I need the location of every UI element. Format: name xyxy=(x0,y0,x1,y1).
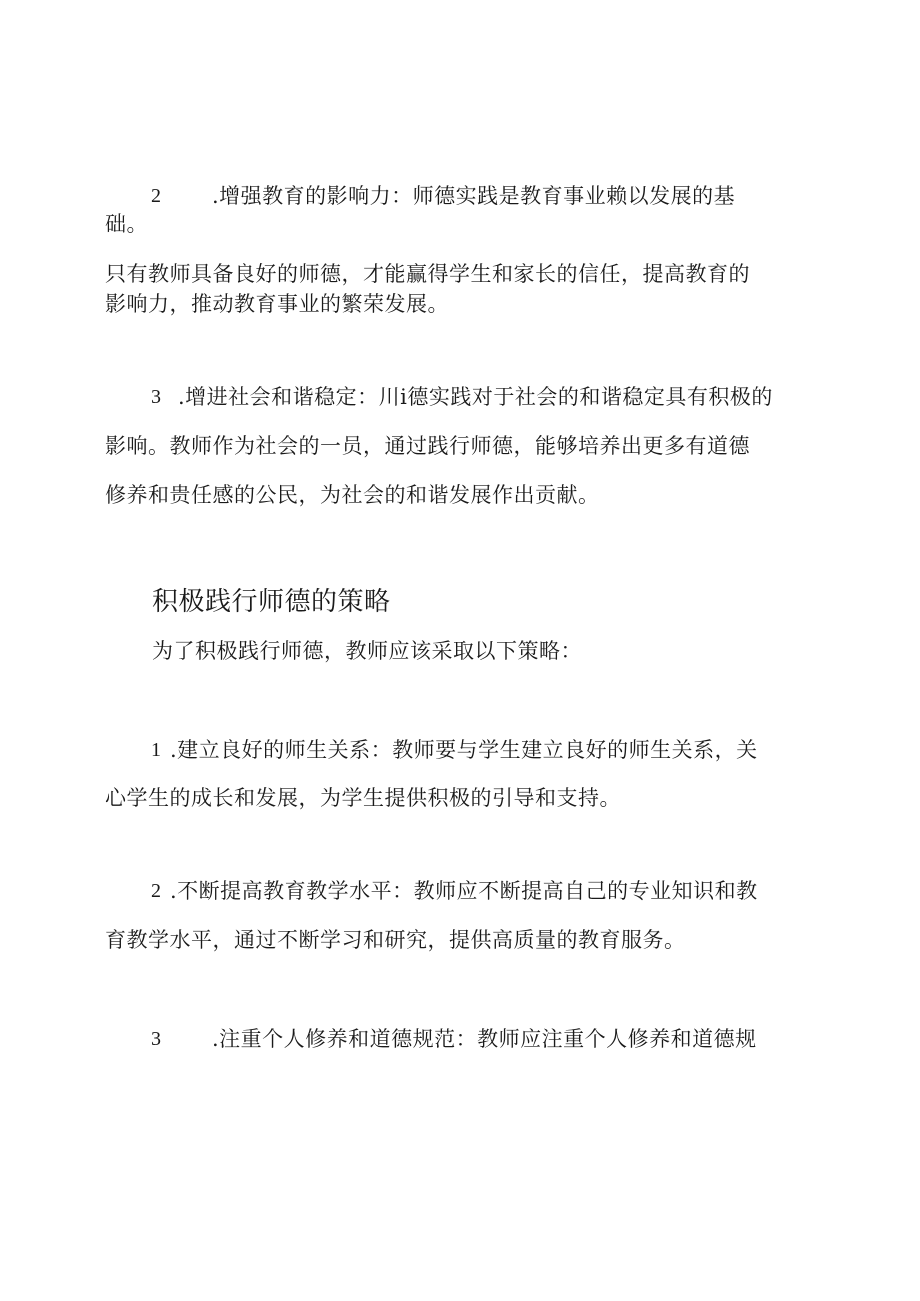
strategy-2-number: 2 xyxy=(151,880,161,902)
paragraph-line-2: 影响力，推动教育事业的繁荣发展。 xyxy=(105,292,449,316)
strategy-3-text-line-1: .注重个人修养和道德规范：教师应注重个人修养和道德规 xyxy=(212,1027,757,1051)
item-3-text-line-1: .增进社会和谐稳定：川i德实践对于社会的和谐稳定具有积极的 xyxy=(178,385,773,409)
item-2-number: 2 xyxy=(151,185,161,207)
section-heading: 积极践行师德的策略 xyxy=(152,587,391,617)
item-2-text-line-1: .增强教育的影响力：师德实践是教育事业赖以发展的基 xyxy=(212,184,736,208)
paragraph-line-1: 只有教师具备良好的师德，才能赢得学生和家长的信任，提高教育的 xyxy=(105,262,750,286)
strategy-2-text-line-2: 育教学水平，通过不断学习和研究，提供高质量的教育服务。 xyxy=(105,928,686,952)
item-3-text-line-3: 修养和贵任感的公民，为社会的和谐发展作出贡献。 xyxy=(105,483,600,507)
strategy-1-text-line-2: 心学生的成长和发展，为学生提供积极的引导和支持。 xyxy=(105,786,621,810)
strategy-2-text-line-1: .不断提高教育教学水平：教师应不断提高自己的专业知识和教 xyxy=(170,879,758,903)
item-3-text-line-2: 影响。教师作为社会的一员，通过践行师德，能够培养出更多有道德 xyxy=(105,434,750,458)
item-2-text-line-2: 础。 xyxy=(105,212,148,236)
strategy-1-text-line-1: .建立良好的师生关系：教师要与学生建立良好的师生关系，关 xyxy=(170,738,758,762)
strategy-1-number: 1 xyxy=(151,739,161,761)
item-3-number: 3 xyxy=(151,386,161,408)
strategy-intro: 为了积极践行师德，教师应该采取以下策略： xyxy=(152,639,582,663)
strategy-3-number: 3 xyxy=(151,1028,161,1050)
